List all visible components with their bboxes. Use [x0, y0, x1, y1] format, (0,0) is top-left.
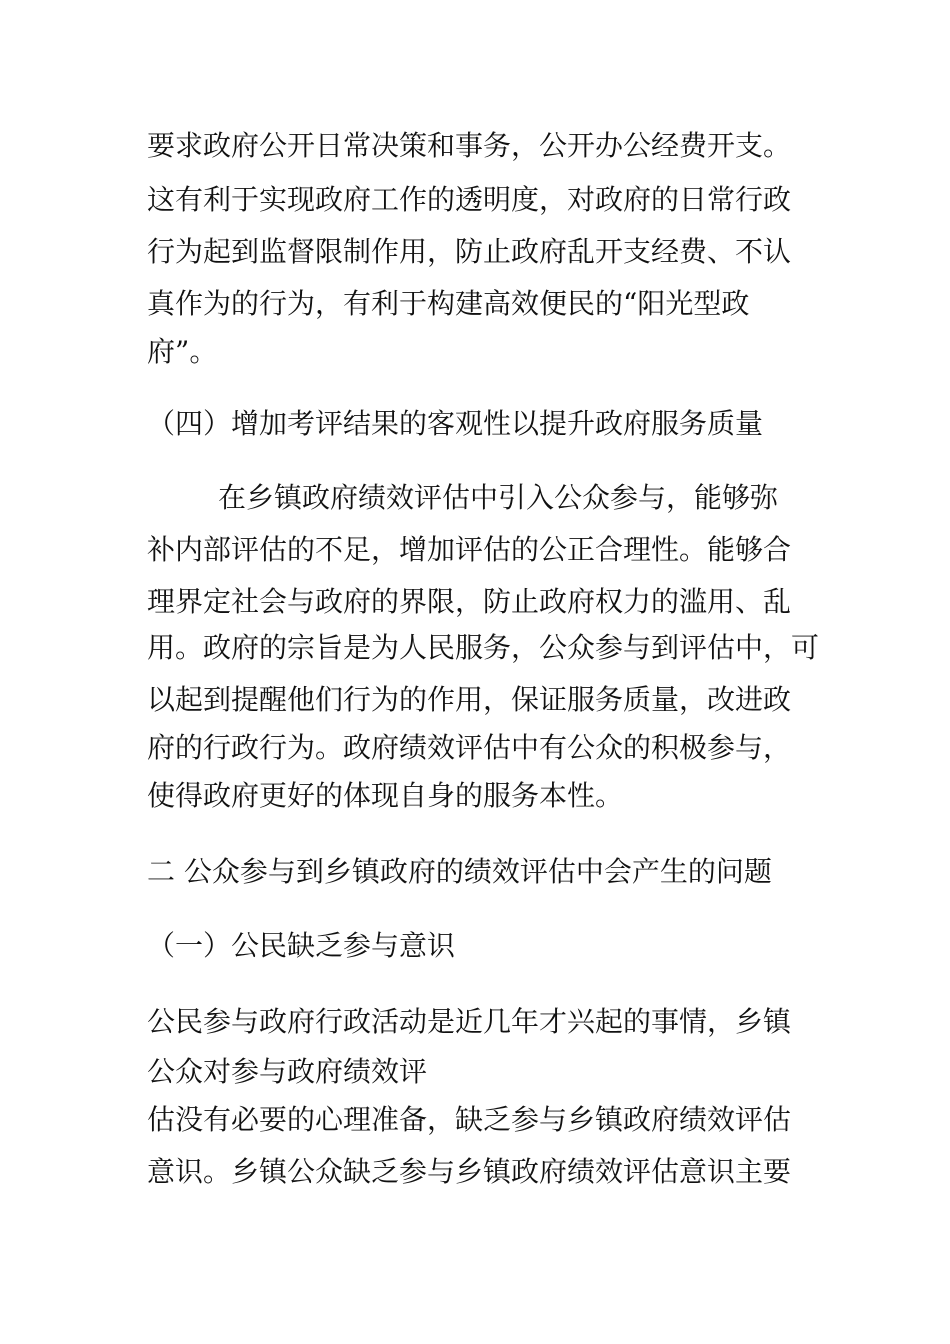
- paragraph-line: 公民参与政府行政活动是近几年才兴起的事情，乡镇: [147, 1005, 792, 1038]
- paragraph-line: 以起到提醒他们行为的作用，保证服务质量，改进政: [147, 683, 792, 716]
- paragraph-line: 使得政府更好的体现自身的服务本性。: [147, 779, 624, 812]
- paragraph-line: 行为起到监督限制作用，防止政府乱开支经费、不认: [147, 235, 792, 268]
- section-heading: （一）公民缺乏参与意识: [147, 929, 456, 962]
- paragraph-line: 补内部评估的不足，增加评估的公正合理性。能够合: [147, 533, 792, 566]
- paragraph-line: 理界定社会与政府的界限，防止政府权力的滥用、乱: [147, 585, 792, 618]
- chapter-heading: 二 公众参与到乡镇政府的绩效评估中会产生的问题: [147, 855, 772, 888]
- paragraph-line: 用。政府的宗旨是为人民服务，公众参与到评估中，可: [147, 631, 820, 664]
- paragraph-line: 府的行政行为。政府绩效评估中有公众的积极参与，: [147, 731, 792, 764]
- paragraph-line: 这有利于实现政府工作的透明度，对政府的日常行政: [147, 183, 792, 216]
- paragraph-line: 在乡镇政府绩效评估中引入公众参与，能够弥: [218, 481, 779, 514]
- paragraph-line: 意识。乡镇公众缺乏参与乡镇政府绩效评估意识主要: [147, 1155, 792, 1188]
- paragraph-line: 要求政府公开日常决策和事务，公开办公经费开支。: [147, 129, 792, 162]
- section-heading: （四）增加考评结果的客观性以提升政府服务质量: [147, 407, 764, 440]
- paragraph-line: 估没有必要的心理准备，缺乏参与乡镇政府绩效评估: [147, 1103, 792, 1136]
- paragraph-line: 公众对参与政府绩效评: [147, 1055, 428, 1088]
- paragraph-line: 真作为的行为，有利于构建高效便民的“阳光型政: [147, 287, 750, 320]
- paragraph-line: 府”。: [147, 335, 218, 368]
